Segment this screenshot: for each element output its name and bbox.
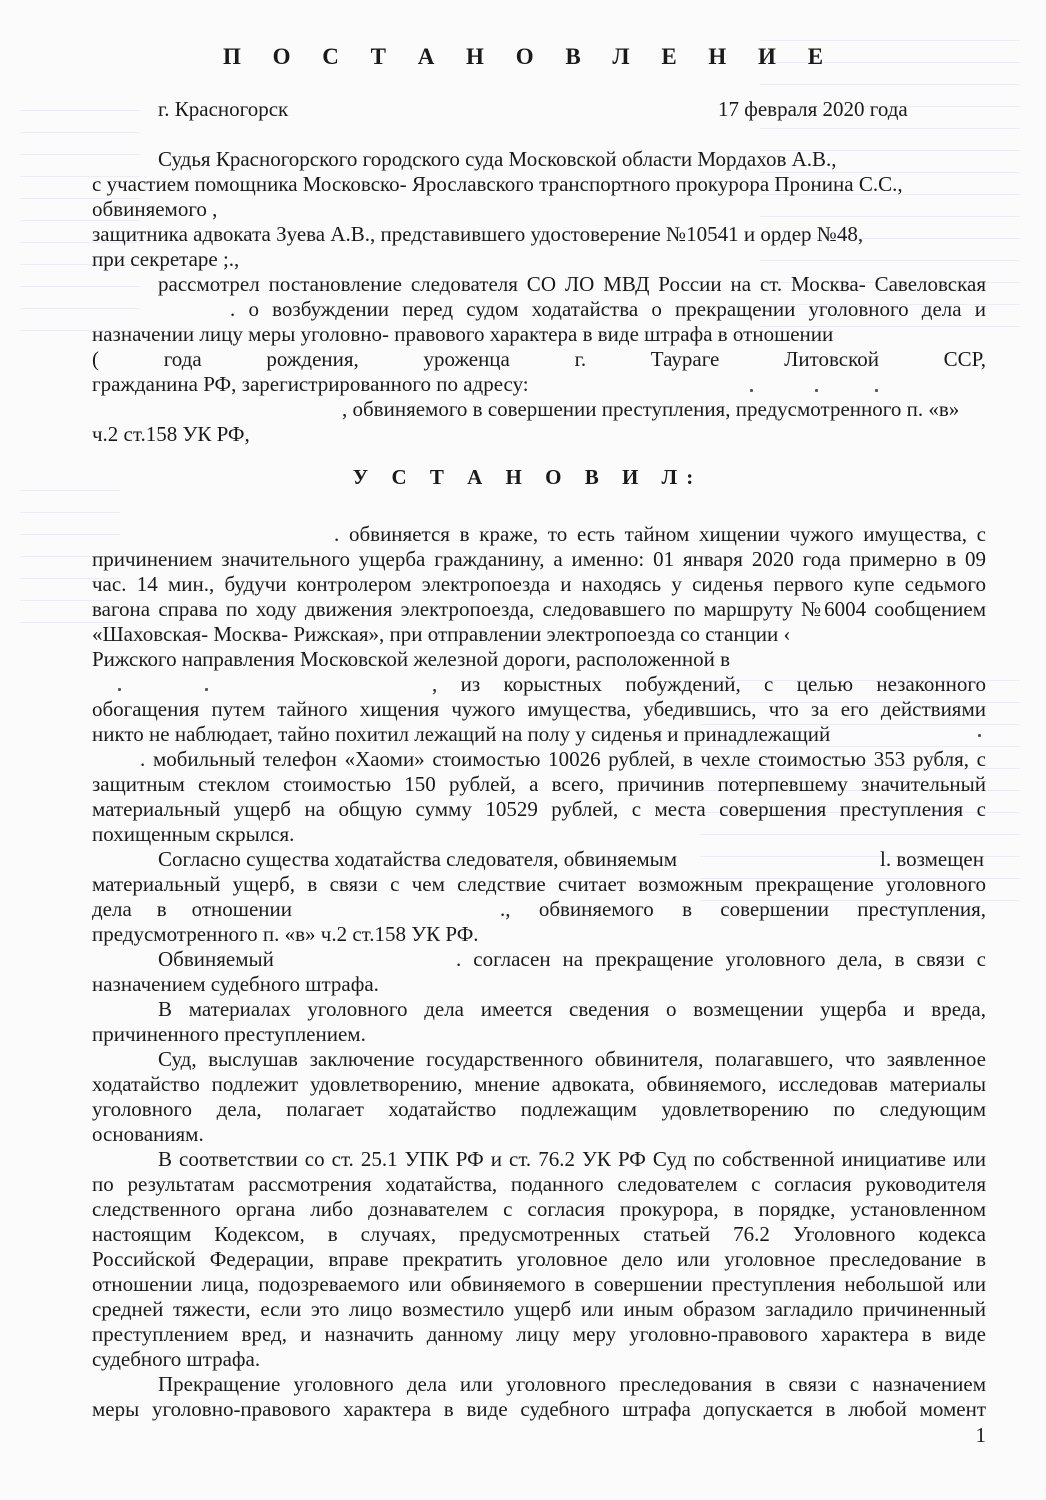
intro-line: ( года рождения, уроженца г. Таураге Литовской ССР, xyxy=(92,347,986,371)
intro-line: ч.2 ст.158 УК РФ, xyxy=(92,422,250,446)
body-line: преступлением вред, и назначить данному лицу меру уголовно-правового характера в виде xyxy=(92,1322,986,1346)
body-line: по результатам рассмотрения ходатайства, поданного следователем с согласия руководителя xyxy=(92,1172,986,1196)
body-line: ходатайство подлежит удовлетворению, мнение адвоката, обвиняемого, исследовав материалы xyxy=(92,1072,986,1096)
body-line: В материалах уголовного дела имеется сведения о возмещении ущерба и вреда, xyxy=(158,997,986,1021)
body-line: . согласен на прекращение уголовного дела, в связи с xyxy=(456,947,986,971)
body-line: похищенным скрылся. xyxy=(92,822,295,846)
body-line: В соответствии со ст. 25.1 УПК РФ и ст. 76.2 УК РФ Суд по собственной инициативе или xyxy=(158,1147,986,1171)
body-line: причиненного преступлением. xyxy=(92,1022,366,1046)
body-line: следственного органа либо дознавателем с согласия прокурора, в порядке, установленном xyxy=(92,1197,986,1221)
intro-line: при секретаре ;., xyxy=(92,247,240,271)
body-line: Суд, выслушав заключение государственного обвинителя, полагавшего, что заявленное xyxy=(158,1047,986,1071)
body-line: причинением значительного ущерба гражданину, а именно: 01 января 2020 года примерно в 09 xyxy=(92,547,986,571)
body-line: предусмотренного п. «в» ч.2 ст.158 УК РФ. xyxy=(92,922,479,946)
body-line: материальный ущерб, в связи с чем следствие считает возможным прекращение уголовного xyxy=(92,872,986,896)
body-line: час. 14 мин., будучи контролером электропоезда и находясь у сиденья первого купе седьмого xyxy=(92,572,986,596)
body-line: никто не наблюдает, тайно похитил лежащий на полу у сиденья и принадлежащий xyxy=(92,722,831,746)
document-title: П О С Т А Н О В Л Е Н И Е xyxy=(222,44,837,69)
body-line: ., обвиняемого в совершении преступления, xyxy=(500,897,986,921)
scan-speck xyxy=(875,389,878,392)
body-line: вагона справа по ходу движения электропоезда, следовавшего по маршруту №6004 сообщением xyxy=(92,597,986,621)
body-line: . обвиняется в краже, то есть тайном хищении чужого имущества, с xyxy=(334,522,986,546)
body-line: дела в отношении xyxy=(92,897,292,921)
body-line: судебного штрафа. xyxy=(92,1347,261,1371)
body-line: настоящим Кодексом, в случаях, предусмотренных статьей 76.2 Уголовного кодекса xyxy=(92,1222,986,1246)
body-line: Прекращение уголовного дела или уголовного преследования в связи с назначением xyxy=(158,1372,986,1396)
body-line: l. возмещен xyxy=(880,847,984,871)
intro-line: Судья Красногорского городского суда Московской области Мордахов А.В., xyxy=(158,147,837,171)
intro-line: гражданина РФ, зарегистрированного по адресу: xyxy=(92,372,529,396)
body-line: Согласно существа ходатайства следователя, обвиняемым xyxy=(158,847,678,871)
date: 17 февраля 2020 года xyxy=(718,97,908,121)
body-line: назначением судебного штрафа. xyxy=(92,972,379,996)
scan-speck xyxy=(118,688,121,691)
body-line: уголовного дела, полагает ходатайство подлежащим удовлетворению по следующим xyxy=(92,1097,986,1121)
body-line: . мобильный телефон «Хаоми» стоимостью 10026 рублей, в чехле стоимостью 353 рубля, с xyxy=(140,747,986,771)
body-line: , из корыстных побуждений, с целью незаконного xyxy=(432,672,986,696)
intro-line: рассмотрел постановление следователя СО ЛО МВД России на ст. Москва- Савеловская xyxy=(158,272,986,296)
section-heading: У С Т А Н О В И Л: xyxy=(352,465,703,489)
scan-speck xyxy=(815,389,818,392)
intro-line: с участием помощника Московско- Ярославского транспортного прокурора Пронина С.С., xyxy=(92,172,903,196)
intro-line: обвиняемого , xyxy=(92,197,218,221)
body-line: материальный ущерб на общую сумму 10529 рублей, с места совершения преступления с xyxy=(92,797,986,821)
body-line: средней тяжести, если это лицо возместило ущерб или иным образом загладило причиненный xyxy=(92,1297,986,1321)
body-line: Российской Федерации, вправе прекратить уголовное дело или уголовное преследование в xyxy=(92,1247,986,1271)
body-line: отношении лица, подозреваемого или обвиняемого в совершении преступления небольшой или xyxy=(92,1272,986,1296)
body-line: Обвиняемый xyxy=(158,947,274,971)
intro-line: . о возбуждении перед судом ходатайства о прекращении уголовного дела и xyxy=(230,297,986,321)
body-line: основаниям. xyxy=(92,1122,204,1146)
intro-line: назначении лицу меры уголовно- правового характера в виде штрафа в отношении xyxy=(92,322,834,346)
scan-speck xyxy=(205,688,208,691)
body-line: защитным стеклом стоимостью 150 рублей, а всего, причинив потерпевшему значительный xyxy=(92,772,986,796)
scan-speck xyxy=(978,734,981,737)
city: г. Красногорск xyxy=(158,97,289,121)
body-line: Рижского направления Московской железной дороги, расположенной в xyxy=(92,647,731,671)
intro-line: защитника адвоката Зуева А.В., представившего удостоверение №10541 и ордер №48, xyxy=(92,222,864,246)
scan-speck xyxy=(750,389,753,392)
page-number: 1 xyxy=(975,1423,986,1447)
body-line: обогащения путем тайного хищения чужого имущества, убедившись, что за его действиями xyxy=(92,697,986,721)
intro-line: , обвиняемого в совершении преступления, предусмотренного п. «в» xyxy=(342,397,960,421)
body-line: «Шаховская- Москва- Рижская», при отправлении электропоезда со станции ‹ xyxy=(92,622,791,646)
body-line: меры уголовно-правового характера в виде судебного штрафа допускается в любой момент xyxy=(92,1397,986,1421)
